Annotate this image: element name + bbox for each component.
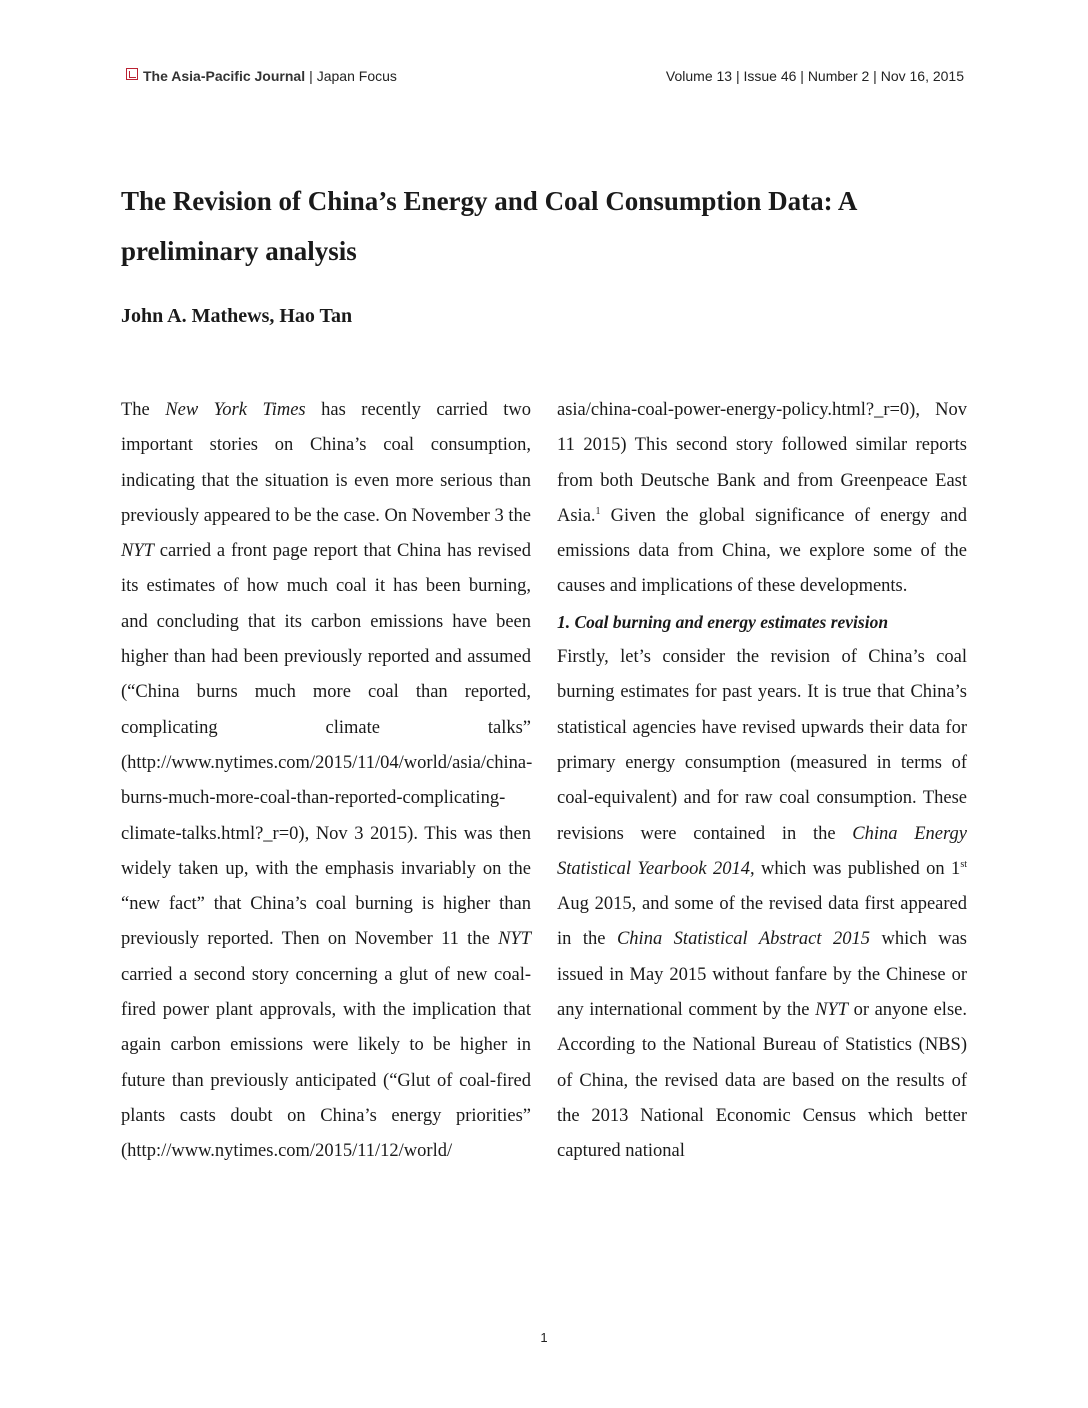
paragraph-1: The New York Times has recently carried two important stories on China’s coal consumption, indicating that the situation is even more serious than previously appeared to be the case. On November 3 the NYT carried a front page report that China has revised its estimates of how much coal it has been burning, and concluding that its carbon emissions have been higher than had been previously reported and assumed (“China burns much more coal than reported, complicating climate talks” (http://www.nytimes.com/2015/11/04/world/asia/china-burns-much-more-coal-than-reported-complicating-climate-talks.html?_r=0), Nov 3 2015). This was then widely taken up, with the emphasis invariably on the “new fact” that China’s coal burning is higher than previously reported. Then on November 11 the NYT carried a second story concerning a glut of new coal-fired power plant approvals, with the implication that again carbon emissions were likely to be higher in future than previously anticipated (“Glut of coal-fired plants casts doubt on China’s energy priorities” (http://www.nytimes.com/2015/11/12/world/ (121, 400, 533, 1162)
footnote-marker[interactable]: 1 (595, 505, 601, 517)
nyt-reference: NYT (121, 541, 154, 562)
nyt-reference: New York Times (165, 400, 306, 420)
article-title: The Revision of China’s Energy and Coal Consumption Data: A preliminary analysis (121, 186, 856, 266)
journal-name: The Asia-Pacific Journal (143, 68, 306, 84)
nyt-link-2[interactable]: http://www.nytimes.com/2015/11/12/world/ (127, 1141, 453, 1162)
paragraph-1-continued: asia/china-coal-power-energy-policy.html?_r=0), Nov 11 2015) This second story followed similar reports from both Deutsche Bank and from Greenpeace East Asia.$^1$ Given the global significance of energy and emissions data from China, we explore some of the causes and implications of these developments. (557, 400, 967, 597)
paragraph-2: Firstly, let’s consider the revision of China’s coal burning estimates for past years. It is true that China’s statistical agencies have revised upwards their data for primary energy consumption (measured in terms of coal-equivalent) and for raw coal consumption. These revisions were contained in the China Energy Statistical Yearbook 2014, which was published on 1st Aug 2015, and some of the revised data first appeared in the China Statistical Abstract 2015 which was issued in May 2015 without fanfare by the Chinese or any international comment by the NYT or anyone else. According to the National Bureau of Statistics (NBS) of China, the revised data are based on the results of the 2013 National Economic Census which better captured national (557, 647, 967, 1162)
journal-header (126, 68, 397, 84)
header-separator: | (309, 68, 313, 84)
right-column (557, 393, 967, 1170)
yearbook-title: China Energy Statistical Yearbook 2014 (557, 823, 967, 879)
issue-info: Volume 13 | Issue 46 | Number 2 | Nov 16, 2015 (665, 68, 964, 84)
journal-section: Japan Focus (316, 68, 397, 84)
nyt-reference: NYT (498, 929, 531, 950)
article-authors: John A. Mathews, Hao Tan (121, 305, 353, 327)
nyt-link-1[interactable]: http://www.nytimes.com/2015/11/04/world/asia/china-burns-much-more-coal-than-reported-complicating-climate-talks.html?_r=0 (121, 752, 533, 844)
left-column (121, 393, 531, 1170)
section-heading: 1. Coal burning and energy estimates revision (557, 611, 889, 632)
abstract-title: China Statistical Abstract 2015 (616, 929, 871, 950)
journal-logo-icon (126, 68, 138, 80)
nyt-reference: NYT (815, 1000, 848, 1021)
nyt-link-2-continued[interactable]: asia/china-coal-power-energy-policy.html?_r=0 (557, 400, 910, 420)
page-number: 1 (540, 1330, 548, 1345)
